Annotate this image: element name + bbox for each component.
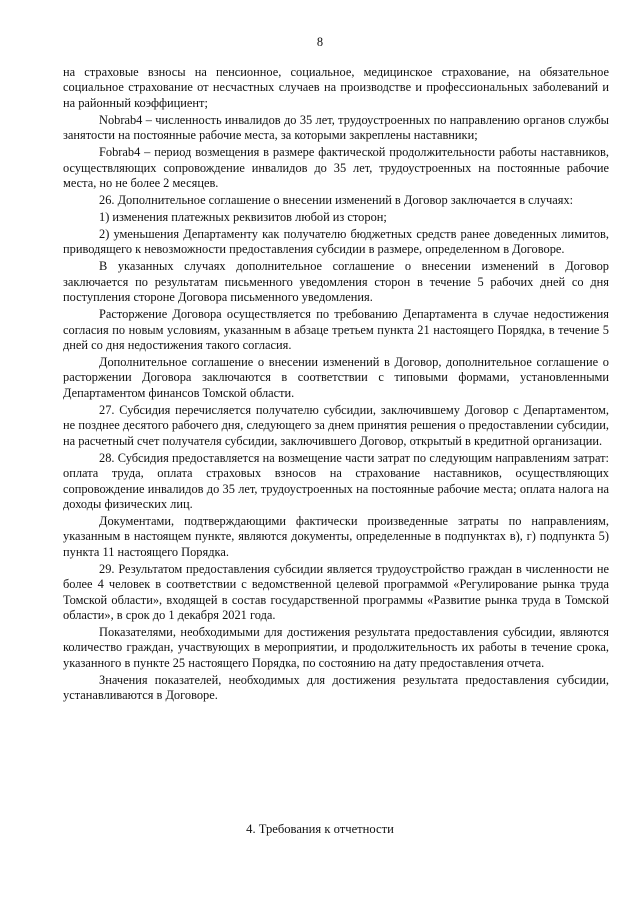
- paragraph-supporting-documents: Документами, подтверждающими фактически произведенные затраты по направлениям, указанным в настоящем пункте, являются документы, определенные в подпунктах в), г) подпункта 5) пункта 11 настоящего Порядка.: [63, 513, 609, 559]
- paragraph-clause-26: 26. Дополнительное соглашение о внесении изменений в Договор заключается в случаях:: [99, 193, 574, 208]
- paragraph-clause-29: 29. Результатом предоставления субсидии является трудоустройство граждан в численности не более 4 человек в соответствии с ведомственной целевой программой «Регулирование рынка труда Томской области», входящей в состав государственной программы «Развитие рынка труда в Томской области», в срок до 1 декабря 2021 года.: [63, 561, 609, 622]
- paragraph-clause-28: 28. Субсидия предоставляется на возмещение части затрат по следующим направлениям затрат: оплата труда, оплата страховых взносов на страхование наставников, осуществляющих сопровождение инвалидов до 35 лет, трудоустроенных на постоянные рабочие места; оплата налога на доходы физических лиц.: [63, 450, 609, 511]
- paragraph-continuation: на страховые взносы на пенсионное, социальное, медицинское страхование, на обязательное социальное страхование от несчастных случаев на производстве и профессиональных заболеваний и на районный коэффициент;: [63, 65, 609, 110]
- paragraph-clause-26-item-1: 1) изменения платежных реквизитов любой из сторон;: [99, 210, 387, 225]
- paragraph-clause-27: 27. Субсидия перечисляется получателю субсидии, заключившему Договор с Департаментом, не позднее десятого рабочего дня, следующего за днем принятия решения о предоставлении субсидии, на расчетный счет получателя субсидии, заключившего Договор, открытый в кредитной организации.: [63, 402, 609, 448]
- paragraph-clause-26-item-2: 2) уменьшения Департаменту как получателю бюджетных средств ранее доведенных лимитов, приводящего к невозможности предоставления субсидии в размере, определенном в Договоре.: [63, 227, 609, 257]
- paragraph-indicator-values: Значения показателей, необходимых для достижения результата предоставления субсидии, устанавливаются в Договоре.: [63, 672, 609, 703]
- paragraph-fobrab4-definition: Fobrab4 – период возмещения в размере фактической продолжительности работы наставников, осуществляющих сопровождение инвалидов до 35 лет, трудоустроенных на постоянные рабочие места, но не более 2 месяцев.: [63, 145, 609, 191]
- paragraph-standard-forms: Дополнительное соглашение о внесении изменений в Договор, дополнительное соглашение о расторжении Договора заключаются в соответствии с типовыми формами, установленными Департаментом финансов Томской области.: [63, 355, 609, 400]
- page-number: 8: [316, 35, 324, 49]
- paragraph-supplementary-agreement: В указанных случаях дополнительное соглашение о внесении изменений в Договор заключается по результатам письменного уведомления сторон в течение 5 рабочих дней со дня поступления стороне Договора письменного уведомления.: [63, 259, 609, 305]
- paragraph-termination: Расторжение Договора осуществляется по требованию Департамента в случае недостижения согласия по новым условиям, указанным в абзаце третьем пункта 21 настоящего Порядка, в течение 5 дней со дня недостижения такого согласия.: [63, 307, 609, 353]
- paragraph-indicators: Показателями, необходимыми для достижения результата предоставления субсидии, являются количество граждан, участвующих в мероприятии, и продолжительность их работы в течение срока, указанного в пункте 25 настоящего Порядка, по состоянию на дату предоставления отчета.: [63, 624, 609, 670]
- section-heading: 4. Требования к отчетности: [246, 822, 394, 836]
- document-body: [63, 65, 609, 705]
- paragraph-nobrab4-definition: Nobrab4 – численность инвалидов до 35 лет, трудоустроенных по направлению органов службы занятости на постоянные рабочие места, за которыми закреплены наставники;: [63, 112, 609, 143]
